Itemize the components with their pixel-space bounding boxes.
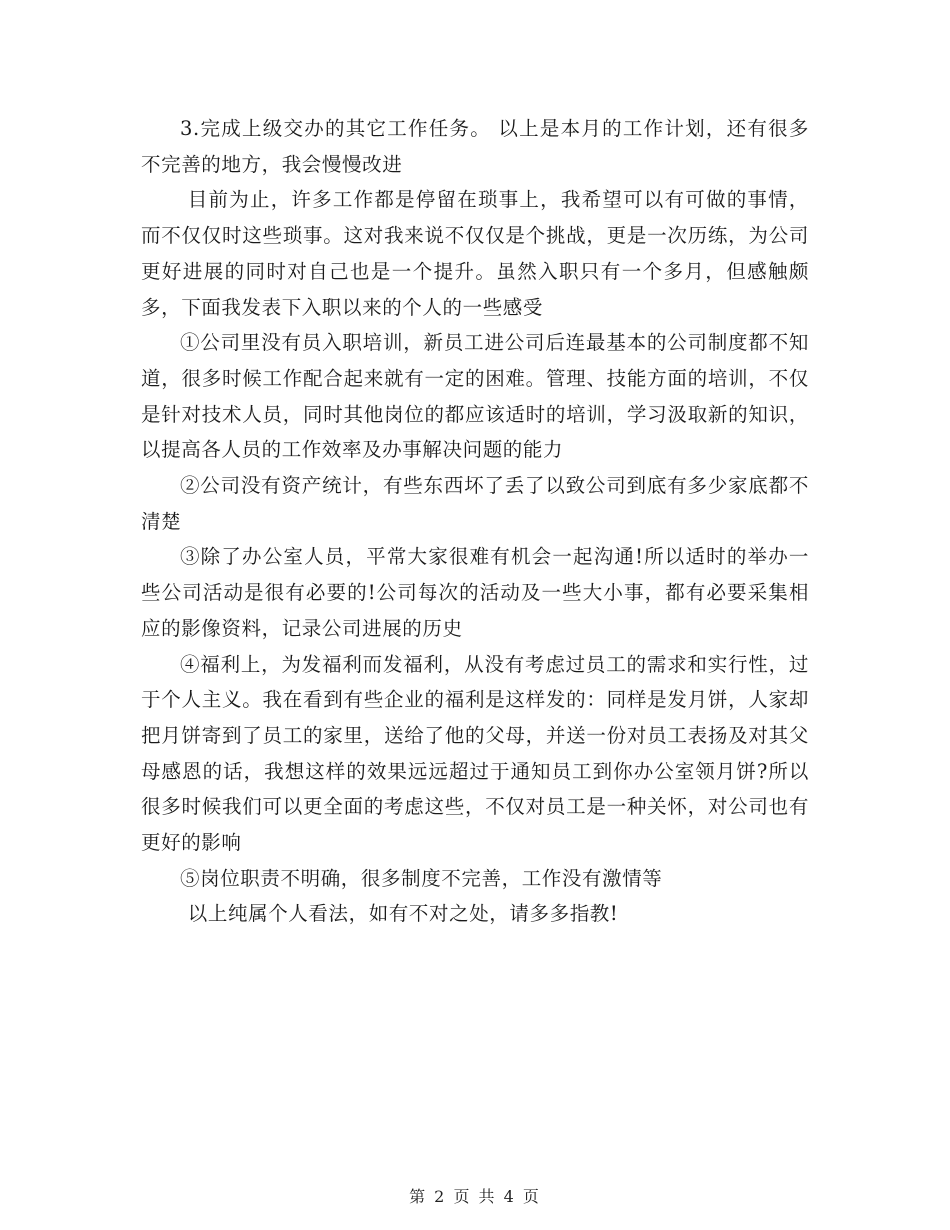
paragraph-point-4-welfare: ④福利上，为发福利而发福利，从没有考虑过员工的需求和实行性，过于个人主义。我在看到有些企业的福利是这样发的：同样是发月饼，人家却把月饼寄到了员工的家里，送给了他的父母，并送一份对员工表扬及对其父母感恩的话，我想这样的效果远远超过于通知员工到你办公室领月饼?所以很多时候我们可以更全面的考虑这些，不仅对员工是一种关怀，对公司也有更好的影响 <box>141 652 809 855</box>
document-body <box>141 111 809 932</box>
page-number-footer: 第 2 页 共 4 页 <box>409 1187 541 1206</box>
paragraph-point-1-training: ①公司里没有员入职培训，新员工进公司后连最基本的公司制度都不知道，很多时候工作配合起来就有一定的困难。管理、技能方面的培训，不仅是针对技术人员，同时其他岗位的都应该适时的培训，学习汲取新的知识，以提高各人员的工作效率及办事解决问题的能力 <box>141 331 809 462</box>
paragraph-current-status: 目前为止，许多工作都是停留在琐事上，我希望可以有可做的事情，而不仅仅时这些琐事。这对我来说不仅仅是个挑战，更是一次历练，为公司更好进展的同时对自己也是一个提升。虽然入职只有一个多月，但感触颇多，下面我发表下入职以来的个人的一些感受 <box>141 188 809 319</box>
paragraph-point-5-responsibilities: ⑤岗位职责不明确，很多制度不完善，工作没有激情等 <box>180 866 663 890</box>
paragraph-work-plan: 3.完成上级交办的其它工作任务。 以上是本月的工作计划，还有很多不完善的地方，我会慢慢改进 <box>141 117 809 176</box>
paragraph-closing: 以上纯属个人看法，如有不对之处，请多多指教! <box>187 902 619 926</box>
paragraph-point-3-communication: ③除了办公室人员，平常大家很难有机会一起沟通!所以适时的举办一些公司活动是很有必要的!公司每次的活动及一些大小事，都有必要采集相应的影像资料，记录公司进展的历史 <box>141 545 809 640</box>
paragraph-point-2-assets: ②公司没有资产统计，有些东西坏了丢了以致公司到底有多少家底都不清楚 <box>141 474 809 533</box>
